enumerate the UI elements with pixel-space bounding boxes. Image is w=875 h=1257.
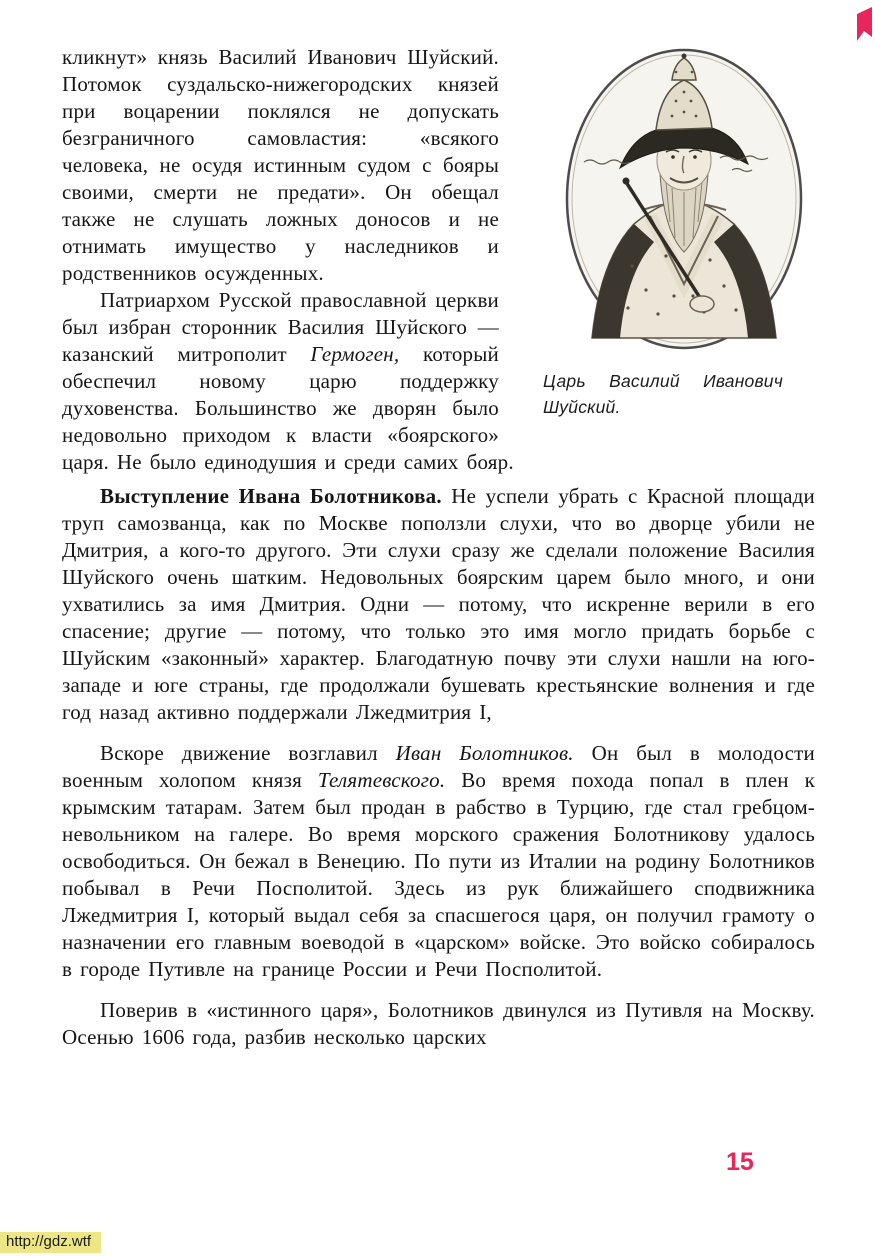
paragraph-patriarch: Патриархом Русской православной церкви был избран сторонник Василия Шуйского — казанский митрополит Гермоген, который обеспечил новому царю поддержку духовенства. Большинство же дворян было недовольно приходом к власти «боярского» царя. Не было единодушия и среди самих бояр. [62, 288, 514, 474]
page-content [62, 44, 815, 1051]
section-heading: Выступление Ивана Болотникова. [100, 484, 442, 508]
paragraph-bolotnikov-uprising: Выступление Ивана Болотникова. Не успели убрать с Красной площади труп самозванца, как по Москве поползли слухи, что во дворце убили не Дмитрия, а кого-то другого. Эти слухи сразу же сделали положение Василия Шуйского очень шатким. Недовольных боярским царем было много, и они ухватились за имя Дмитрия. Одни — потому, что искренне верили в его спасение; другие — потому, что только это имя могло придать борьбе с Шуйским «законный» характер. Благодатную почву эти слухи нашли на юго-западе и юге страны, где продолжали бушевать крестьянские волнения и где год назад активно поддержали Лжедмитрия I, [62, 484, 815, 724]
page-number: 15 [726, 1148, 754, 1176]
portrait-figure [515, 46, 815, 420]
paragraph-bolotnikov-bio: Вскоре движение возглавил Иван Болотников. Он был в молодости военным холопом князя Телятевского. Во время похода попал в плен к крымским татарам. Затем был продан в рабство в Турцию, где стал гребцом-невольником на галере. Во время морского сражения Болотникову удалось освободиться. Он бежал в Венецию. По пути из Италии на родину Болотников побывал в Речи Посполитой. Здесь из рук ближайшего сподвижника Лжедмитрия I, который выдал себя за спасшегося царя, он получил грамоту о назначении его главным воеводой в «царском» войске. Это войско собиралось в городе Путивле на границе России и Речи Посполитой. [62, 741, 815, 981]
italic-name-telyatevsky: Телятевского. [317, 768, 446, 792]
paragraph-march-to-moscow: Поверив в «истинного царя», Болотников двинулся из Путивля на Москву. Осенью 1606 года, разбив несколько царских [62, 998, 815, 1049]
tsar-portrait-image [559, 46, 809, 352]
italic-name-germogen: Гермоген, [310, 342, 400, 366]
corner-ribbon-icon [856, 7, 873, 45]
portrait-caption: Царь Василий Иванович Шуйский. [543, 371, 783, 417]
italic-name-bolotnikov: Иван Болотников. [395, 741, 574, 765]
watermark-url: http://gdz.wtf [0, 1232, 101, 1253]
paragraph-shuisky-oath: кликнут» князь Василий Иванович Шуйский. Потомок суздальско-нижегородских князей при воцарении поклялся не допускать безграничного самовластия: «всякого человека, не осудя истинным судом с бояры своими, смерти не предати». Он обещал также не слушать ложных доносов и не отнимать имущество у наследников и родственников осужденных. [62, 45, 499, 285]
